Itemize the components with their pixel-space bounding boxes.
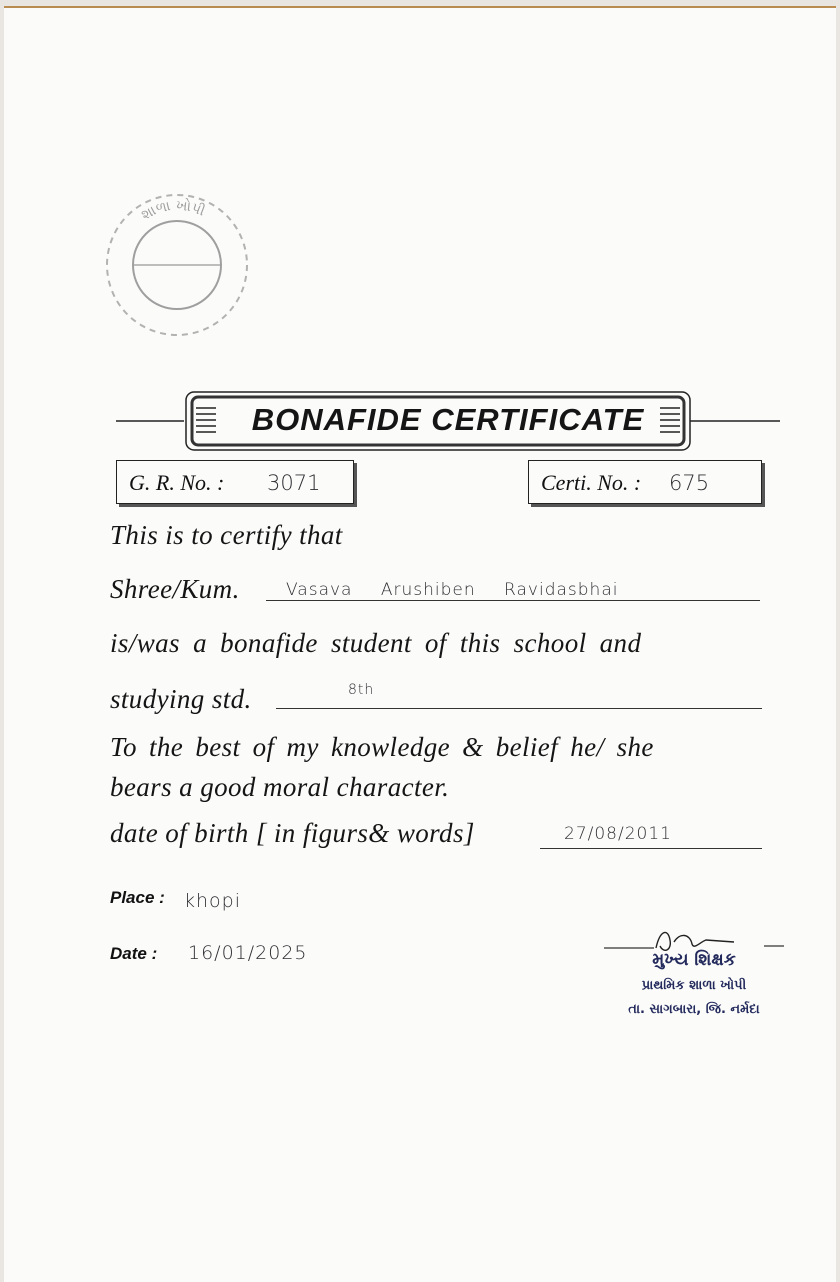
- certificate-number-label: Certi. No. :: [541, 470, 642, 495]
- stamp-line-2: પ્રાથમિક શાળા ખોપી: [641, 978, 747, 993]
- student-name-underline: [266, 600, 760, 601]
- gr-number-label: G. R. No. :: [129, 470, 225, 495]
- std-underline: [276, 708, 762, 709]
- body-line-5: To the best of my knowledge & belief he/ she: [110, 732, 654, 762]
- gr-number-box: [116, 460, 354, 504]
- body-line-6: bears a good moral character.: [110, 772, 450, 802]
- certificate-number-box: [528, 460, 762, 504]
- body-line-1: This is to certify that: [110, 520, 343, 550]
- certificate-number-value: 675: [669, 471, 710, 495]
- date-label: Date :: [110, 944, 158, 963]
- school-seal-icon: [102, 190, 252, 340]
- stamp-line-3: તા. સાગબારા, જિ. નર્મદા: [628, 1002, 760, 1017]
- certificate-title-banner: [116, 388, 780, 454]
- student-name-value: Vasava Arushiben Ravidasbhai: [286, 580, 619, 600]
- studying-std-label: studying std.: [110, 684, 252, 714]
- body-line-3: is/was a bonafide student of this school and: [110, 628, 642, 658]
- dob-underline: [540, 848, 762, 849]
- date-of-birth-label: date of birth [ in figurs& words]: [110, 818, 475, 848]
- place-value: khopi: [184, 890, 242, 912]
- date-value: 16/01/2025: [188, 942, 308, 964]
- stamp-title: મુખ્ય શિક્ષક: [652, 950, 736, 970]
- headmaster-stamp: [594, 920, 794, 1030]
- certificate-title: BONAFIDE CERTIFICATE: [251, 402, 645, 437]
- certificate-page: [4, 6, 836, 1282]
- dob-value: 27/08/2011: [564, 824, 672, 844]
- std-value: 8th: [348, 682, 375, 698]
- seal-text: શાળા ખોપી: [138, 197, 208, 224]
- gr-number-value: 3071: [267, 471, 321, 495]
- shree-kum-label: Shree/Kum.: [110, 574, 240, 604]
- place-label: Place :: [110, 888, 165, 907]
